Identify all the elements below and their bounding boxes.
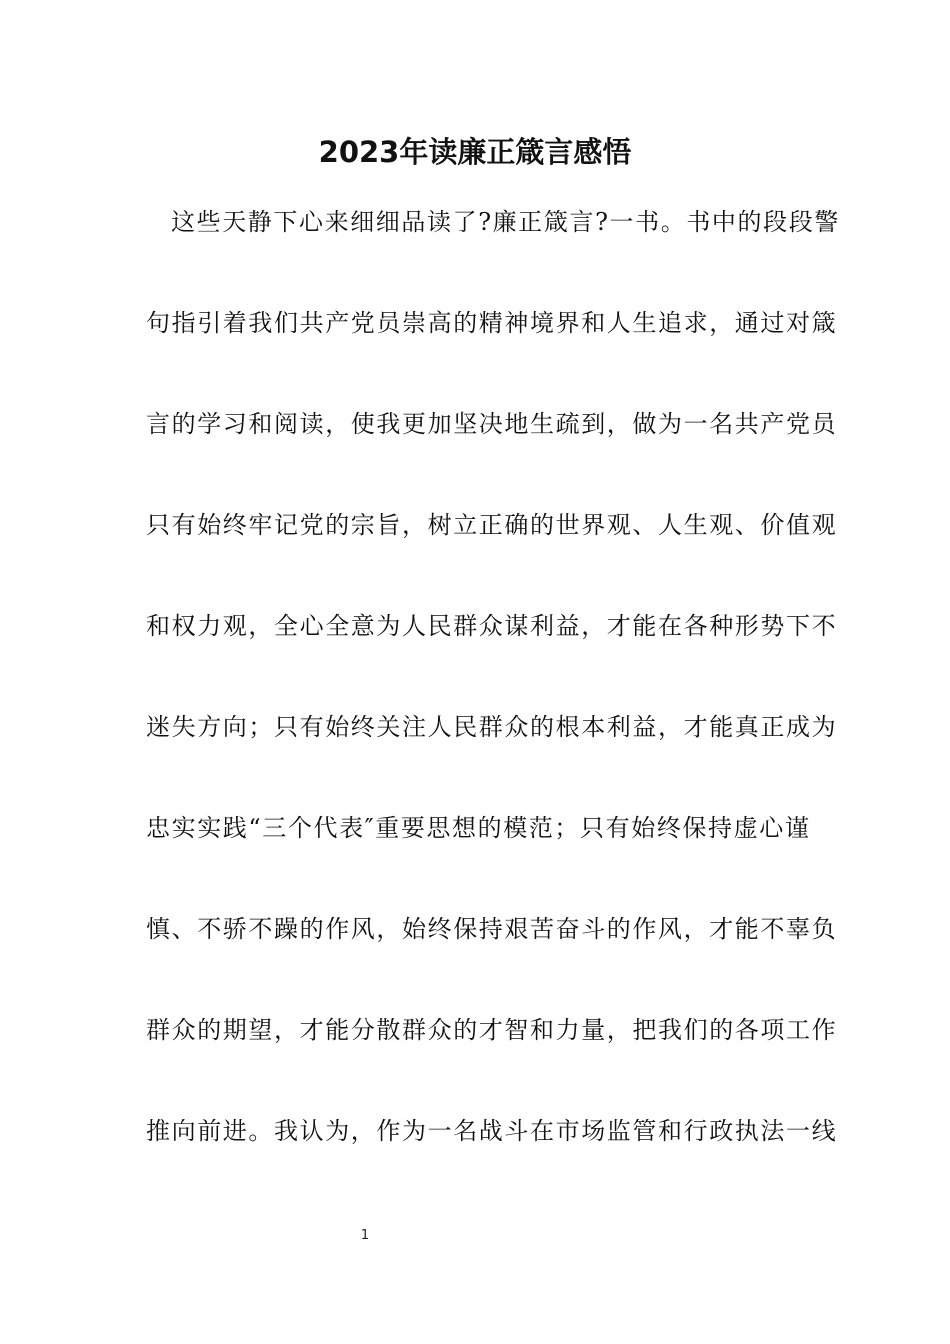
text-line: 和权力观，全心全意为人民群众谋利益，才能在各种形势下不 [146, 612, 838, 640]
text-line: 慎、不骄不躁的作风，始终保持艰苦奋斗的作风，才能不辜负 [146, 915, 838, 943]
text-line: 只有始终牢记党的宗旨，树立正确的世界观、人生观、价值观 [146, 511, 838, 539]
text-line: 群众的期望，才能分散群众的才智和力量，把我们的各项工作 [146, 1016, 838, 1044]
document-title: 2023年读廉正箴言感悟 [318, 135, 632, 169]
text-line: 言的学习和阅读，使我更加坚决地生疏到，做为一名共产党员 [146, 410, 838, 438]
text-line: 这些天静下心来细细品读了?廉正箴言?一书。书中的段段警 [171, 208, 840, 236]
text-line: 迷失方向；只有始终关注人民群众的根本利益，才能真正成为 [146, 713, 838, 741]
body-paragraph [146, 196, 840, 1206]
text-line: 推向前进。我认为，作为一名战斗在市场监管和行政执法一线 [146, 1117, 838, 1145]
page-number: 1 [360, 1228, 370, 1243]
text-line: 忠实实践“三个代表″重要思想的模范；只有始终保持虚心谨 [146, 814, 811, 842]
text-line: 句指引着我们共产党员崇高的精神境界和人生追求，通过对箴 [146, 309, 838, 337]
